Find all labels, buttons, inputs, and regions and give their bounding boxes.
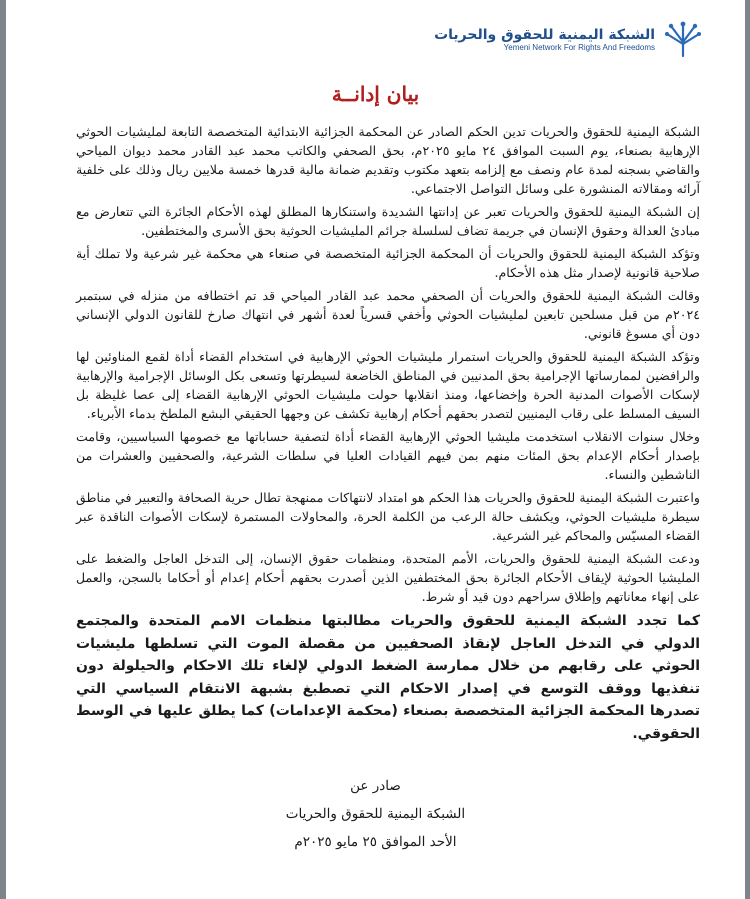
logo-english-name: Yemeni Network For Rights And Freedoms (503, 43, 655, 52)
logo-arabic-name: الشبكة اليمنية للحقوق والحريات (434, 27, 655, 43)
issue-date: الأحد الموافق ٢٥ مايو ٢٠٢٥م (294, 834, 457, 850)
paragraph: إن الشبكة اليمنية للحقوق والحريات تعبر عن إدانتها الشديدة واستنكارها المطلق لهذه الأحكام الجائرة التي تتعارض مع مبادئ العدالة وحقوق الإنسان في جريمة تضاف لسلسلة جرائم المليشيات الحوثية بحق الأسرى والمختطفين. (76, 204, 700, 238)
logo-text (434, 27, 655, 53)
statement-body (76, 122, 700, 749)
network-emblem-icon (663, 20, 703, 60)
paragraph: وقالت الشبكة اليمنية للحقوق والحريات أن الصحفي محمد عبد القادر المياحي قد تم اختطافه من منزله في سبتمبر ٢٠٢٤م من قبل مسلحين تابعين لمليشيات الحوثي وأخفي قسرياً لعدة أشهر في انتهاك صارخ للقانون الدولي الإنساني دون أي مسوغ قانوني. (76, 288, 700, 341)
paragraph: وتؤكد الشبكة اليمنية للحقوق والحريات استمرار مليشيات الحوثي الإرهابية في استخدام القضاء أداة لقمع المناوئين لها والرافضين لممارساتها الإجرامية بحق المدنيين في المناطق الخاضعة لسيطرتها وتسعى بكل الوسائل الإجرامية والإرهابية لإسكات الأصوات المدنية الحرة وإخضاعها، ومنذ انقلابها حولت مليشيات الحوثي الإرهابية القضاء إلى عصا غليظة بل السيف المسلط على رقاب اليمنيين لتصدر بحقهم أحكام إرهابية تكشف عن وجهها الحقيقي البشع الملطخ بدماء الأبرياء. (76, 349, 700, 421)
final-paragraph: كما تجدد الشبكة اليمنية للحقوق والحريات مطالبتها منظمات الامم المتحدة والمجتمع الدولي في التدخل العاجل لإنقاذ الصحفيين من مقصلة الموت التي تسلطها مليشيات الحوثي على رقابهم من خلال ممارسة الضغط الدولي لإلغاء تلك الاحكام والحيلولة دون تنفذيها ووقف التوسع في إصدار الاحكام التي تصطبغ بشبهة الانتقام السياسي التي تصدرها المحكمة الجزائية المتخصصة بصنعاء (محكمة الإعدامات) كما يطلق عليها في الوسط الحقوقي. (76, 613, 700, 742)
paragraph: الشبكة اليمنية للحقوق والحريات تدين الحكم الصادر عن المحكمة الجزائية الابتدائية المتخصصة التابعة لمليشيات الحوثي الإرهابية بصنعاء، يوم السبت الموافق ٢٤ مايو ٢٠٢٥م، بحق الصحفي والكاتب محمد عبد القادر محمد ديوان المياحي والقاضي بسجنه لمدة عام ونصف مع إلزامه بتعهد مكتوب وتقديم ضمانة مالية قدرها خمسة ملايين ريال وذلك على خلفية آرائه ومقالاته المنشورة على وسائل التواصل الاجتماعي. (76, 124, 700, 196)
paragraph: واعتبرت الشبكة اليمنية للحقوق والحريات هذا الحكم هو امتداد لانتهاكات ممنهجة تطال حرية الصحافة والتعبير في مناطق سيطرة مليشيات الحوثي، ويكشف حالة الرعب من الكلمة الحرة، والمحاولات المستمرة لإسكات الأصوات الناقدة عبر القضاء المسيّس والمحاكم غير الشرعية. (76, 490, 700, 543)
paragraph: وتؤكد الشبكة اليمنية للحقوق والحريات أن المحكمة الجزائية المتخصصة في صنعاء هي محكمة غير شرعية ولا تملك أية صلاحية قانونية لإصدار مثل هذه الأحكام. (76, 246, 700, 280)
organization-logo (434, 20, 703, 60)
paragraph: ودعت الشبكة اليمنية للحقوق والحريات، الأمم المتحدة، ومنظمات حقوق الإنسان، إلى التدخل العاجل والضغط على المليشيا الحوثية لإيقاف الأحكام الجائرة بحق المختطفين الذين أصدرت بحقهم أحكام إعدام أو أحكاما بالسجن، والعمل على إنهاء معاناتهم وإطلاق سراحهم دون قيد أو شرط. (76, 551, 700, 604)
paragraph: وخلال سنوات الانقلاب استخدمت مليشيا الحوثي الإرهابية القضاء أداة لتصفية حساباتها مع خصومها السياسيين، وقامت بإصدار أحكام الإعدام بحق المئات منهم بمن فيهم القيادات العليا في سلطات الشرعية، والصحفيين والعشرات من الناشطين والنساء. (76, 429, 700, 482)
signature-block (6, 772, 745, 856)
issued-by-label: صادر عن (350, 778, 401, 794)
statement-title: بيان إدانــة (331, 82, 420, 106)
organization-name: الشبكة اليمنية للحقوق والحريات (285, 806, 466, 822)
